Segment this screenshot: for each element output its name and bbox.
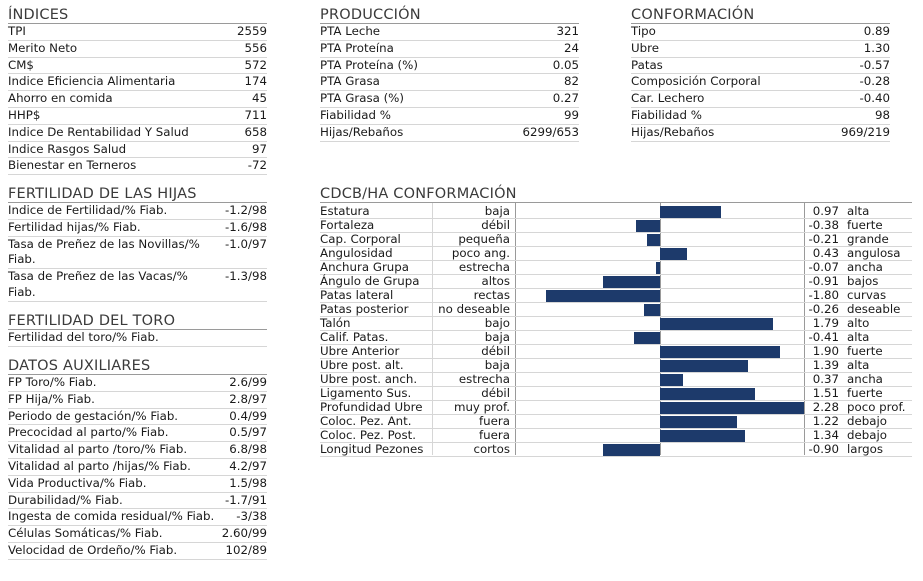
row-label: PTA Grasa (%)	[320, 91, 404, 106]
data-label: 0.97	[812, 204, 839, 218]
row-value: 2.60/99	[221, 526, 267, 541]
table-row	[8, 330, 267, 347]
trait-label: Fortaleza	[320, 218, 375, 232]
low-descriptor: fuera	[479, 428, 510, 442]
row-label: HHP$	[8, 107, 41, 122]
row-label: Patas	[631, 57, 663, 72]
table-row	[8, 58, 267, 75]
trait-label: Angulosidad	[320, 246, 393, 260]
row-value: 174	[244, 74, 267, 89]
table-row	[320, 24, 579, 41]
trait-label: Patas posterior	[320, 302, 409, 316]
chart-row	[320, 303, 912, 317]
row-value: -0.28	[859, 74, 890, 89]
row-label: Ingesta de comida residual/% Fiab.	[8, 509, 215, 524]
table-row	[8, 375, 267, 392]
high-descriptor: alta	[847, 204, 870, 218]
high-descriptor: bajos	[847, 274, 879, 288]
table-row	[8, 509, 267, 526]
row-value: 99	[563, 107, 579, 122]
high-descriptor: ancha	[847, 260, 883, 274]
row-label: Velocidad de Ordeño/% Fiab.	[8, 542, 178, 557]
chart-row	[320, 219, 912, 233]
row-value: 2559	[236, 24, 267, 38]
row-label: Periodo de gestación/% Fiab.	[8, 408, 179, 423]
row-label: Fertilidad hijas/% Fiab.	[8, 219, 141, 234]
table-row	[8, 237, 267, 270]
low-descriptor: pequeña	[458, 232, 510, 246]
chart-bar	[660, 374, 683, 386]
row-label: Indice de Fertilidad/% Fiab.	[8, 203, 168, 217]
low-descriptor: estrecha	[458, 372, 510, 386]
trait-label: Patas lateral	[320, 288, 394, 302]
chart-row	[320, 415, 912, 429]
table-row	[631, 91, 890, 108]
table-row	[320, 58, 579, 75]
chart-bar	[660, 360, 748, 372]
trait-label: Ubre post. anch.	[320, 372, 418, 386]
table-row	[320, 108, 579, 125]
trait-label: Talón	[320, 316, 351, 330]
conformacion-title: CONFORMACIÓN	[631, 6, 890, 24]
table-row	[8, 158, 267, 175]
trait-label: Coloc. Pez. Ant.	[320, 414, 412, 428]
high-descriptor: deseable	[847, 302, 901, 316]
low-descriptor: fuera	[479, 414, 510, 428]
chart-row	[320, 233, 912, 247]
high-descriptor: grande	[847, 232, 889, 246]
row-value: 556	[244, 40, 267, 55]
table-row	[320, 91, 579, 108]
table-row	[631, 108, 890, 125]
data-label: -0.41	[808, 330, 839, 344]
cdcb-title: CDCB/HA CONFORMACIÓN	[320, 185, 912, 203]
data-label: 0.37	[812, 372, 839, 386]
row-value: 711	[244, 107, 267, 122]
chart-bar	[660, 318, 773, 330]
chart-row	[320, 359, 912, 373]
data-label: 1.34	[812, 428, 839, 442]
data-label: 1.51	[812, 386, 839, 400]
table-row	[320, 125, 579, 142]
row-value: -0.40	[859, 91, 890, 106]
chart-bar	[660, 346, 780, 358]
chart-row	[320, 317, 912, 331]
table-row	[8, 91, 267, 108]
chart-bar	[603, 444, 660, 456]
row-value: 82	[563, 74, 579, 89]
row-label: Fiabilidad %	[320, 107, 391, 122]
high-descriptor: alta	[847, 330, 870, 344]
produccion-title: PRODUCCIÓN	[320, 6, 579, 24]
row-label: Vitalidad al parto /hijas/% Fiab.	[8, 458, 191, 473]
low-descriptor: débil	[481, 344, 510, 358]
low-descriptor: bajo	[484, 316, 510, 330]
high-descriptor: fuerte	[847, 386, 883, 400]
row-value: -1.0/97	[224, 236, 267, 251]
row-value: 6299/653	[522, 124, 579, 139]
trait-label: Ángulo de Grupa	[320, 274, 420, 288]
chart-row	[320, 289, 912, 303]
chart-row	[320, 261, 912, 275]
row-label: Fertilidad del toro/% Fiab.	[8, 330, 159, 344]
table-row	[631, 24, 890, 41]
high-descriptor: fuerte	[847, 218, 883, 232]
high-descriptor: alta	[847, 358, 870, 372]
datos-auxiliares-list	[8, 375, 267, 560]
chart-row	[320, 443, 912, 457]
table-row	[8, 142, 267, 159]
produccion-list	[320, 24, 579, 142]
row-value: 102/89	[225, 542, 267, 557]
row-label: Ahorro en comida	[8, 91, 113, 106]
row-label: Car. Lechero	[631, 91, 705, 106]
table-row	[8, 108, 267, 125]
chart-bar	[546, 290, 660, 302]
high-descriptor: angulosa	[847, 246, 901, 260]
row-value: 98	[874, 107, 890, 122]
low-descriptor: débil	[481, 218, 510, 232]
data-label: 1.79	[812, 316, 839, 330]
row-label: PTA Grasa	[320, 74, 380, 89]
low-descriptor: altos	[481, 274, 510, 288]
table-row	[8, 493, 267, 510]
row-label: Merito Neto	[8, 40, 78, 55]
row-value: 2.8/97	[229, 391, 267, 406]
high-descriptor: largos	[847, 442, 884, 456]
data-label: -0.91	[808, 274, 839, 288]
indices-section	[8, 6, 267, 175]
row-value: 24	[563, 40, 579, 55]
table-row	[320, 41, 579, 58]
row-value: 1.5/98	[229, 475, 267, 490]
high-descriptor: debajo	[847, 428, 887, 442]
data-label: -0.26	[808, 302, 839, 316]
low-descriptor: baja	[484, 330, 510, 344]
row-label: TPI	[8, 24, 26, 38]
row-label: Precocidad al parto/% Fiab.	[8, 425, 169, 440]
row-label: Vitalidad al parto /toro/% Fiab.	[8, 442, 188, 457]
table-row	[8, 425, 267, 442]
low-descriptor: estrecha	[458, 260, 510, 274]
chart-bar	[656, 262, 660, 274]
trait-label: Profundidad Ubre	[320, 400, 423, 414]
low-descriptor: débil	[481, 386, 510, 400]
cdcb-chart	[320, 203, 912, 459]
row-value: -1.7/91	[224, 492, 267, 507]
row-value: 658	[244, 124, 267, 139]
chart-bar	[660, 430, 745, 442]
row-label: Tasa de Preñez de las Vacas/% Fiab.	[8, 269, 188, 299]
table-row	[8, 459, 267, 476]
conformacion-list	[631, 24, 890, 142]
trait-label: Ligamento Sus.	[320, 386, 412, 400]
trait-label: Estatura	[320, 204, 370, 218]
data-label: -0.07	[808, 260, 839, 274]
trait-label: Anchura Grupa	[320, 260, 410, 274]
row-value: -72	[247, 158, 267, 173]
chart-row	[320, 429, 912, 443]
low-descriptor: poco ang.	[451, 246, 510, 260]
data-label: 2.28	[812, 400, 839, 414]
conformacion-section	[631, 6, 890, 142]
row-label: Indice Eficiencia Alimentaria	[8, 74, 176, 89]
trait-label: Cap. Corporal	[320, 232, 401, 246]
fertilidad-toro-list	[8, 330, 267, 347]
table-row	[8, 74, 267, 91]
row-value: 321	[556, 24, 579, 38]
row-value: 0.05	[552, 57, 579, 72]
data-label: 0.43	[812, 246, 839, 260]
table-row	[631, 41, 890, 58]
row-value: 969/219	[840, 124, 890, 139]
row-value: -3/38	[236, 509, 267, 524]
high-descriptor: poco prof.	[847, 400, 906, 414]
row-value: -0.57	[859, 57, 890, 72]
indices-list	[8, 24, 267, 175]
low-descriptor: baja	[484, 204, 510, 218]
high-descriptor: ancha	[847, 372, 883, 386]
table-row	[8, 203, 267, 220]
low-descriptor: baja	[484, 358, 510, 372]
chart-bar	[634, 332, 660, 344]
chart-row	[320, 401, 912, 415]
data-label: -0.90	[808, 442, 839, 456]
indices-title: ÍNDICES	[8, 6, 267, 24]
row-value: -1.2/98	[224, 203, 267, 217]
table-row	[8, 24, 267, 41]
table-row	[631, 74, 890, 91]
row-label: Composición Corporal	[631, 74, 761, 89]
row-value: 6.8/98	[229, 442, 267, 457]
row-label: Indice Rasgos Salud	[8, 141, 127, 156]
data-label: -0.21	[808, 232, 839, 246]
row-value: 0.27	[552, 91, 579, 106]
table-row	[8, 220, 267, 237]
row-label: Fiabilidad %	[631, 107, 702, 122]
table-row	[631, 58, 890, 75]
row-label: Hijas/Rebaños	[320, 124, 404, 139]
trait-label: Ubre Anterior	[320, 344, 400, 358]
chart-bar	[660, 402, 804, 414]
row-value: 1.30	[863, 40, 890, 55]
row-label: PTA Proteína	[320, 40, 394, 55]
high-descriptor: curvas	[847, 288, 887, 302]
row-label: Ubre	[631, 40, 659, 55]
chart-row	[320, 331, 912, 345]
high-descriptor: debajo	[847, 414, 887, 428]
chart-bar	[660, 388, 755, 400]
data-label: 1.39	[812, 358, 839, 372]
chart-bar	[603, 276, 660, 288]
high-descriptor: alto	[847, 316, 870, 330]
row-value: 0.5/97	[229, 425, 267, 440]
table-row	[8, 543, 267, 560]
row-value: -1.6/98	[224, 219, 267, 234]
row-label: PTA Proteína (%)	[320, 57, 418, 72]
low-descriptor: rectas	[473, 288, 510, 302]
row-value: 0.89	[863, 24, 890, 38]
row-label: FP Toro/% Fiab.	[8, 375, 97, 389]
produccion-section	[320, 6, 579, 142]
chart-bar	[660, 206, 721, 218]
row-value: 97	[251, 141, 267, 156]
chart-row	[320, 205, 912, 219]
data-label: 1.22	[812, 414, 839, 428]
table-row	[8, 125, 267, 142]
chart-row	[320, 275, 912, 289]
cdcb-section	[320, 185, 912, 459]
fertilidad-hijas-list	[8, 203, 267, 302]
row-label: Bienestar en Terneros	[8, 158, 137, 173]
row-label: Vida Productiva/% Fiab.	[8, 475, 147, 490]
trait-label: Ubre post. alt.	[320, 358, 404, 372]
chart-bar	[660, 248, 687, 260]
trait-label: Coloc. Pez. Post.	[320, 428, 417, 442]
table-row	[8, 476, 267, 493]
low-descriptor: cortos	[473, 442, 510, 456]
chart-bar	[647, 234, 660, 246]
row-label: Indice De Rentabilidad Y Salud	[8, 124, 189, 139]
chart-bar	[660, 416, 737, 428]
chart-row	[320, 247, 912, 261]
row-value: -1.3/98	[224, 269, 267, 284]
chart-row	[320, 387, 912, 401]
high-descriptor: fuerte	[847, 344, 883, 358]
row-label: CM$	[8, 57, 34, 72]
row-label: Tipo	[631, 24, 656, 38]
data-label: -0.38	[808, 218, 839, 232]
fertilidad-hijas-title: FERTILIDAD DE LAS HIJAS	[8, 185, 267, 203]
datos-auxiliares-section	[8, 357, 267, 560]
row-label: Durabilidad/% Fiab.	[8, 492, 123, 507]
data-label: -1.80	[808, 288, 839, 302]
trait-label: Calif. Patas.	[320, 330, 389, 344]
chart-bar	[644, 304, 660, 316]
fertilidad-toro-title: FERTILIDAD DEL TORO	[8, 312, 267, 330]
table-row	[631, 125, 890, 142]
row-label: Tasa de Preñez de las Novillas/% Fiab.	[8, 236, 200, 267]
row-value: 572	[244, 57, 267, 72]
low-descriptor: no deseable	[438, 302, 510, 316]
data-label: 1.90	[812, 344, 839, 358]
datos-auxiliares-title: DATOS AUXILIARES	[8, 357, 267, 375]
table-row	[8, 409, 267, 426]
row-value: 0.4/99	[229, 408, 267, 423]
table-row	[320, 74, 579, 91]
row-label: Células Somáticas/% Fiab.	[8, 526, 163, 541]
trait-label: Longitud Pezones	[320, 442, 424, 456]
row-label: FP Hija/% Fiab.	[8, 391, 95, 406]
row-label: PTA Leche	[320, 24, 381, 38]
table-row	[8, 442, 267, 459]
fertilidad-hijas-section	[8, 185, 267, 302]
chart-row	[320, 373, 912, 387]
table-row	[8, 526, 267, 543]
chart-row	[320, 345, 912, 359]
row-label: Hijas/Rebaños	[631, 124, 715, 139]
low-descriptor: muy prof.	[453, 400, 510, 414]
row-value: 45	[251, 91, 267, 106]
row-value: 2.6/99	[229, 375, 267, 389]
chart-bar	[636, 220, 660, 232]
table-row	[8, 269, 267, 302]
table-row	[8, 41, 267, 58]
fertilidad-toro-section	[8, 312, 267, 347]
table-row	[8, 392, 267, 409]
row-value: 4.2/97	[229, 458, 267, 473]
